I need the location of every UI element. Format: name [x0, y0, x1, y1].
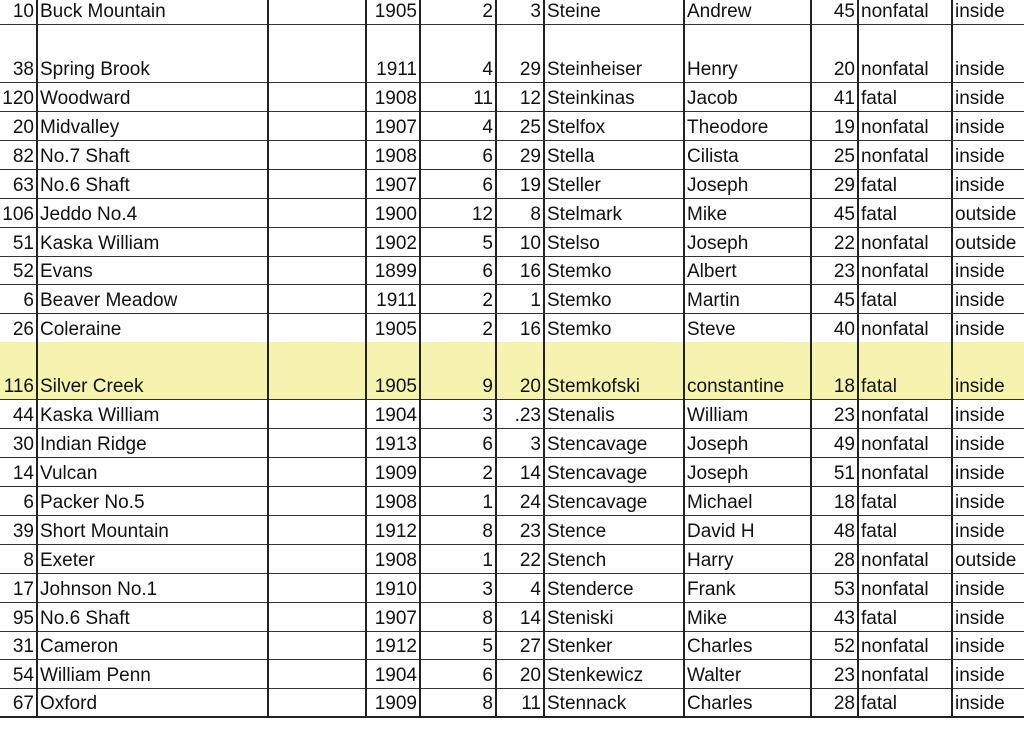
column-divider [419, 0, 421, 718]
cell-year: 1902 [374, 233, 417, 254]
cell-surname: Stenkewicz [547, 665, 644, 686]
cell-surname: Steine [547, 1, 601, 22]
cell-first: Charles [687, 636, 753, 657]
cell-outcome: fatal [861, 175, 897, 196]
cell-outcome: nonfatal [861, 405, 929, 426]
cell-location: inside [955, 290, 1005, 311]
cell-day: 4 [530, 579, 541, 600]
cell-location: inside [955, 88, 1005, 109]
cell-outcome: fatal [861, 608, 897, 629]
cell-month: 2 [482, 1, 493, 22]
cell-location: outside [955, 233, 1017, 254]
cell-month: 2 [482, 290, 493, 311]
cell-id: 6 [23, 492, 34, 513]
cell-month: 4 [482, 117, 493, 138]
cell-mine: Buck Mountain [40, 1, 166, 22]
cell-first: Steve [687, 319, 736, 340]
cell-id: 120 [2, 88, 34, 109]
cell-month: 6 [482, 261, 493, 282]
table-row [0, 342, 1024, 399]
cell-surname: Stelmark [547, 204, 622, 225]
cell-age: 45 [833, 1, 855, 22]
cell-day: 29 [519, 146, 541, 167]
cell-age: 20 [833, 59, 855, 80]
column-divider [495, 0, 497, 718]
cell-first: Joseph [687, 175, 749, 196]
cell-outcome: fatal [861, 693, 897, 714]
table-row [0, 256, 1024, 284]
cell-surname: Stella [547, 146, 595, 167]
cell-surname: Steinheiser [547, 59, 643, 80]
cell-outcome: fatal [861, 204, 897, 225]
table-row [0, 24, 1024, 82]
cell-mine: Johnson No.1 [40, 579, 158, 600]
cell-year: 1905 [374, 376, 417, 397]
cell-surname: Stemkofski [547, 376, 640, 397]
cell-year: 1909 [374, 463, 417, 484]
table-row [0, 602, 1024, 631]
cell-outcome: fatal [861, 376, 897, 397]
cell-surname: Stencavage [547, 463, 648, 484]
cell-location: inside [955, 117, 1005, 138]
cell-mine: Packer No.5 [40, 492, 145, 513]
cell-outcome: nonfatal [861, 463, 929, 484]
cell-surname: Stencavage [547, 434, 648, 455]
cell-month: 8 [482, 521, 493, 542]
cell-year: 1905 [374, 319, 417, 340]
cell-first: Theodore [687, 117, 769, 138]
cell-year: 1907 [374, 117, 417, 138]
cell-outcome: nonfatal [861, 319, 929, 340]
cell-surname: Stemko [547, 261, 612, 282]
cell-first: Jacob [687, 88, 738, 109]
cell-day: 23 [519, 521, 541, 542]
cell-first: Joseph [687, 233, 749, 254]
cell-day: 11 [521, 693, 541, 714]
cell-id: 116 [3, 376, 34, 397]
cell-day: 29 [519, 59, 541, 80]
cell-mine: Oxford [40, 693, 98, 714]
cell-day: 24 [519, 492, 541, 513]
table-row [0, 140, 1024, 169]
cell-year: 1909 [374, 693, 417, 714]
cell-year: 1904 [374, 405, 417, 426]
cell-location: inside [955, 693, 1005, 714]
cell-location: inside [955, 608, 1005, 629]
cell-month: 3 [482, 405, 493, 426]
table-row [0, 688, 1024, 716]
cell-surname: Steinkinas [547, 88, 635, 109]
cell-mine: Kaska William [40, 405, 160, 426]
cell-surname: Steniski [547, 608, 614, 629]
cell-surname: Stence [547, 521, 607, 542]
cell-location: inside [955, 1, 1005, 22]
cell-age: 23 [833, 665, 855, 686]
column-divider [267, 0, 269, 718]
cell-location: inside [955, 463, 1005, 484]
table-row [0, 659, 1024, 688]
cell-first: constantine [687, 376, 785, 397]
table-row [0, 428, 1024, 457]
table-row [0, 399, 1024, 428]
column-divider [543, 0, 545, 718]
cell-age: 25 [833, 146, 855, 167]
cell-age: 49 [833, 434, 855, 455]
cell-surname: Stenalis [547, 405, 615, 426]
cell-location: inside [955, 521, 1005, 542]
cell-location: inside [955, 59, 1005, 80]
cell-month: 2 [482, 463, 493, 484]
cell-age: 53 [833, 579, 855, 600]
cell-first: Charles [687, 693, 753, 714]
cell-outcome: nonfatal [861, 261, 929, 282]
cell-first: Michael [687, 492, 753, 513]
cell-age: 18 [833, 376, 855, 397]
cell-day: 27 [519, 636, 541, 657]
cell-first: Harry [687, 550, 734, 571]
cell-id: 17 [12, 579, 34, 600]
column-divider [365, 0, 367, 718]
cell-first: Joseph [687, 434, 749, 455]
cell-year: 1908 [374, 146, 417, 167]
cell-year: 1913 [374, 434, 417, 455]
cell-id: 39 [12, 521, 34, 542]
cell-age: 40 [833, 319, 855, 340]
cell-day: .23 [514, 405, 541, 426]
cell-mine: Short Mountain [40, 521, 169, 542]
cell-month: 11 [473, 88, 493, 109]
cell-day: 14 [519, 608, 541, 629]
cell-day: 16 [519, 261, 541, 282]
cell-age: 23 [833, 405, 855, 426]
cell-day: 25 [519, 117, 541, 138]
cell-outcome: nonfatal [861, 636, 929, 657]
cell-mine: No.7 Shaft [40, 146, 130, 167]
cell-first: Mike [687, 608, 728, 629]
cell-day: 10 [519, 233, 541, 254]
table-row [0, 313, 1024, 342]
cell-day: 8 [530, 204, 541, 225]
cell-year: 1900 [374, 204, 417, 225]
cell-outcome: fatal [861, 492, 897, 513]
cell-id: 106 [2, 204, 34, 225]
cell-first: Albert [687, 261, 737, 282]
cell-id: 95 [12, 608, 34, 629]
column-divider [683, 0, 685, 718]
cell-mine: Indian Ridge [40, 434, 147, 455]
cell-location: inside [955, 405, 1005, 426]
cell-mine: Vulcan [40, 463, 98, 484]
cell-outcome: fatal [861, 290, 897, 311]
cell-mine: Midvalley [40, 117, 120, 138]
cell-id: 26 [12, 319, 34, 340]
cell-day: 20 [519, 665, 541, 686]
column-divider [857, 0, 859, 718]
cell-location: inside [955, 146, 1005, 167]
cell-outcome: fatal [861, 521, 897, 542]
cell-location: inside [955, 636, 1005, 657]
cell-year: 1905 [374, 1, 417, 22]
cell-outcome: fatal [861, 88, 897, 109]
cell-day: 3 [530, 1, 541, 22]
cell-first: Joseph [687, 463, 749, 484]
table-row [0, 284, 1024, 313]
cell-mine: Spring Brook [40, 59, 150, 80]
cell-outcome: nonfatal [861, 434, 929, 455]
cell-surname: Stelfox [547, 117, 606, 138]
cell-age: 45 [833, 204, 855, 225]
cell-location: inside [955, 376, 1005, 397]
cell-first: Cilista [687, 146, 739, 167]
cell-age: 19 [833, 117, 855, 138]
cell-surname: Stenderce [547, 579, 634, 600]
table-row [0, 486, 1024, 515]
cell-id: 30 [12, 434, 34, 455]
table-bottom-border [0, 716, 1024, 718]
cell-id: 38 [12, 59, 34, 80]
cell-mine: No.6 Shaft [40, 608, 130, 629]
cell-day: 20 [519, 376, 541, 397]
cell-age: 41 [833, 88, 855, 109]
cell-location: outside [955, 204, 1017, 225]
cell-id: 44 [12, 405, 34, 426]
cell-age: 51 [833, 463, 855, 484]
cell-year: 1910 [374, 579, 417, 600]
cell-year: 1899 [374, 261, 417, 282]
cell-month: 5 [482, 636, 493, 657]
cell-location: inside [955, 492, 1005, 513]
cell-month: 12 [471, 204, 493, 225]
cell-outcome: nonfatal [861, 1, 929, 22]
cell-surname: Stemko [547, 319, 612, 340]
cell-first: David H [687, 521, 755, 542]
cell-day: 16 [519, 319, 541, 340]
cell-age: 29 [833, 175, 855, 196]
cell-outcome: nonfatal [861, 146, 929, 167]
table-row [0, 573, 1024, 602]
table-row [0, 515, 1024, 544]
cell-year: 1912 [374, 521, 417, 542]
table-row [0, 0, 1024, 24]
cell-day: 3 [530, 434, 541, 455]
cell-year: 1911 [376, 290, 417, 311]
cell-year: 1907 [374, 608, 417, 629]
cell-location: outside [955, 550, 1017, 571]
cell-age: 48 [833, 521, 855, 542]
cell-age: 28 [833, 693, 855, 714]
cell-month: 9 [482, 376, 493, 397]
cell-id: 8 [23, 550, 34, 571]
cell-first: Andrew [687, 1, 752, 22]
cell-first: Mike [687, 204, 728, 225]
cell-year: 1912 [374, 636, 417, 657]
cell-year: 1908 [374, 492, 417, 513]
cell-location: inside [955, 665, 1005, 686]
cell-surname: Stencavage [547, 492, 648, 513]
cell-outcome: nonfatal [861, 59, 929, 80]
table-row [0, 198, 1024, 227]
cell-mine: William Penn [40, 665, 151, 686]
cell-age: 22 [833, 233, 855, 254]
column-divider [810, 0, 812, 718]
cell-location: inside [955, 175, 1005, 196]
cell-day: 22 [519, 550, 541, 571]
cell-mine: Beaver Meadow [40, 290, 178, 311]
cell-month: 6 [482, 175, 493, 196]
cell-year: 1904 [374, 665, 417, 686]
cell-outcome: nonfatal [861, 117, 929, 138]
cell-age: 18 [833, 492, 855, 513]
cell-age: 28 [833, 550, 855, 571]
cell-surname: Stennack [547, 693, 627, 714]
cell-day: 14 [519, 463, 541, 484]
cell-mine: Evans [40, 261, 93, 282]
cell-year: 1908 [374, 550, 417, 571]
table-row [0, 457, 1024, 486]
cell-month: 8 [482, 693, 493, 714]
cell-id: 20 [12, 117, 34, 138]
cell-mine: Silver Creek [40, 376, 144, 397]
table-row [0, 544, 1024, 573]
cell-day: 1 [530, 290, 541, 311]
cell-month: 8 [482, 608, 493, 629]
cell-id: 54 [12, 665, 34, 686]
cell-day: 12 [519, 88, 541, 109]
cell-id: 82 [12, 146, 34, 167]
cell-outcome: nonfatal [861, 550, 929, 571]
cell-id: 31 [12, 636, 34, 657]
cell-month: 6 [482, 665, 493, 686]
cell-month: 4 [482, 59, 493, 80]
cell-surname: Steller [547, 175, 601, 196]
cell-surname: Stemko [547, 290, 612, 311]
cell-age: 23 [833, 261, 855, 282]
cell-age: 43 [833, 608, 855, 629]
cell-id: 14 [12, 463, 34, 484]
cell-outcome: nonfatal [861, 579, 929, 600]
cell-month: 5 [482, 233, 493, 254]
cell-month: 3 [482, 579, 493, 600]
cell-id: 67 [12, 693, 34, 714]
cell-outcome: nonfatal [861, 233, 929, 254]
cell-mine: Exeter [40, 550, 95, 571]
cell-location: inside [955, 261, 1005, 282]
cell-first: Walter [687, 665, 742, 686]
cell-mine: Woodward [40, 88, 131, 109]
cell-day: 19 [519, 175, 541, 196]
cell-location: inside [955, 319, 1005, 340]
cell-month: 2 [482, 319, 493, 340]
cell-mine: Kaska William [40, 233, 160, 254]
cell-id: 51 [12, 233, 34, 254]
cell-year: 1911 [376, 59, 417, 80]
column-divider [36, 0, 38, 718]
cell-mine: Jeddo No.4 [40, 204, 138, 225]
cell-surname: Stenker [547, 636, 613, 657]
cell-month: 6 [482, 146, 493, 167]
cell-id: 10 [12, 1, 34, 22]
cell-year: 1907 [374, 175, 417, 196]
cell-mine: No.6 Shaft [40, 175, 130, 196]
cell-first: Martin [687, 290, 740, 311]
table-row [0, 631, 1024, 659]
cell-mine: Cameron [40, 636, 119, 657]
table-row [0, 82, 1024, 111]
table-row [0, 111, 1024, 140]
cell-year: 1908 [374, 88, 417, 109]
cell-id: 6 [23, 290, 34, 311]
cell-location: inside [955, 579, 1005, 600]
cell-month: 1 [482, 492, 493, 513]
cell-first: William [687, 405, 749, 426]
cell-first: Henry [687, 59, 738, 80]
table-row [0, 227, 1024, 256]
cell-mine: Coleraine [40, 319, 122, 340]
cell-surname: Stench [547, 550, 607, 571]
cell-id: 63 [12, 175, 34, 196]
cell-first: Frank [687, 579, 736, 600]
column-divider [951, 0, 953, 718]
cell-location: inside [955, 434, 1005, 455]
cell-age: 45 [833, 290, 855, 311]
cell-age: 52 [833, 636, 855, 657]
cell-outcome: nonfatal [861, 665, 929, 686]
cell-id: 52 [12, 261, 34, 282]
table-row [0, 169, 1024, 198]
cell-month: 1 [482, 550, 493, 571]
cell-surname: Stelso [547, 233, 600, 254]
cell-month: 6 [482, 434, 493, 455]
